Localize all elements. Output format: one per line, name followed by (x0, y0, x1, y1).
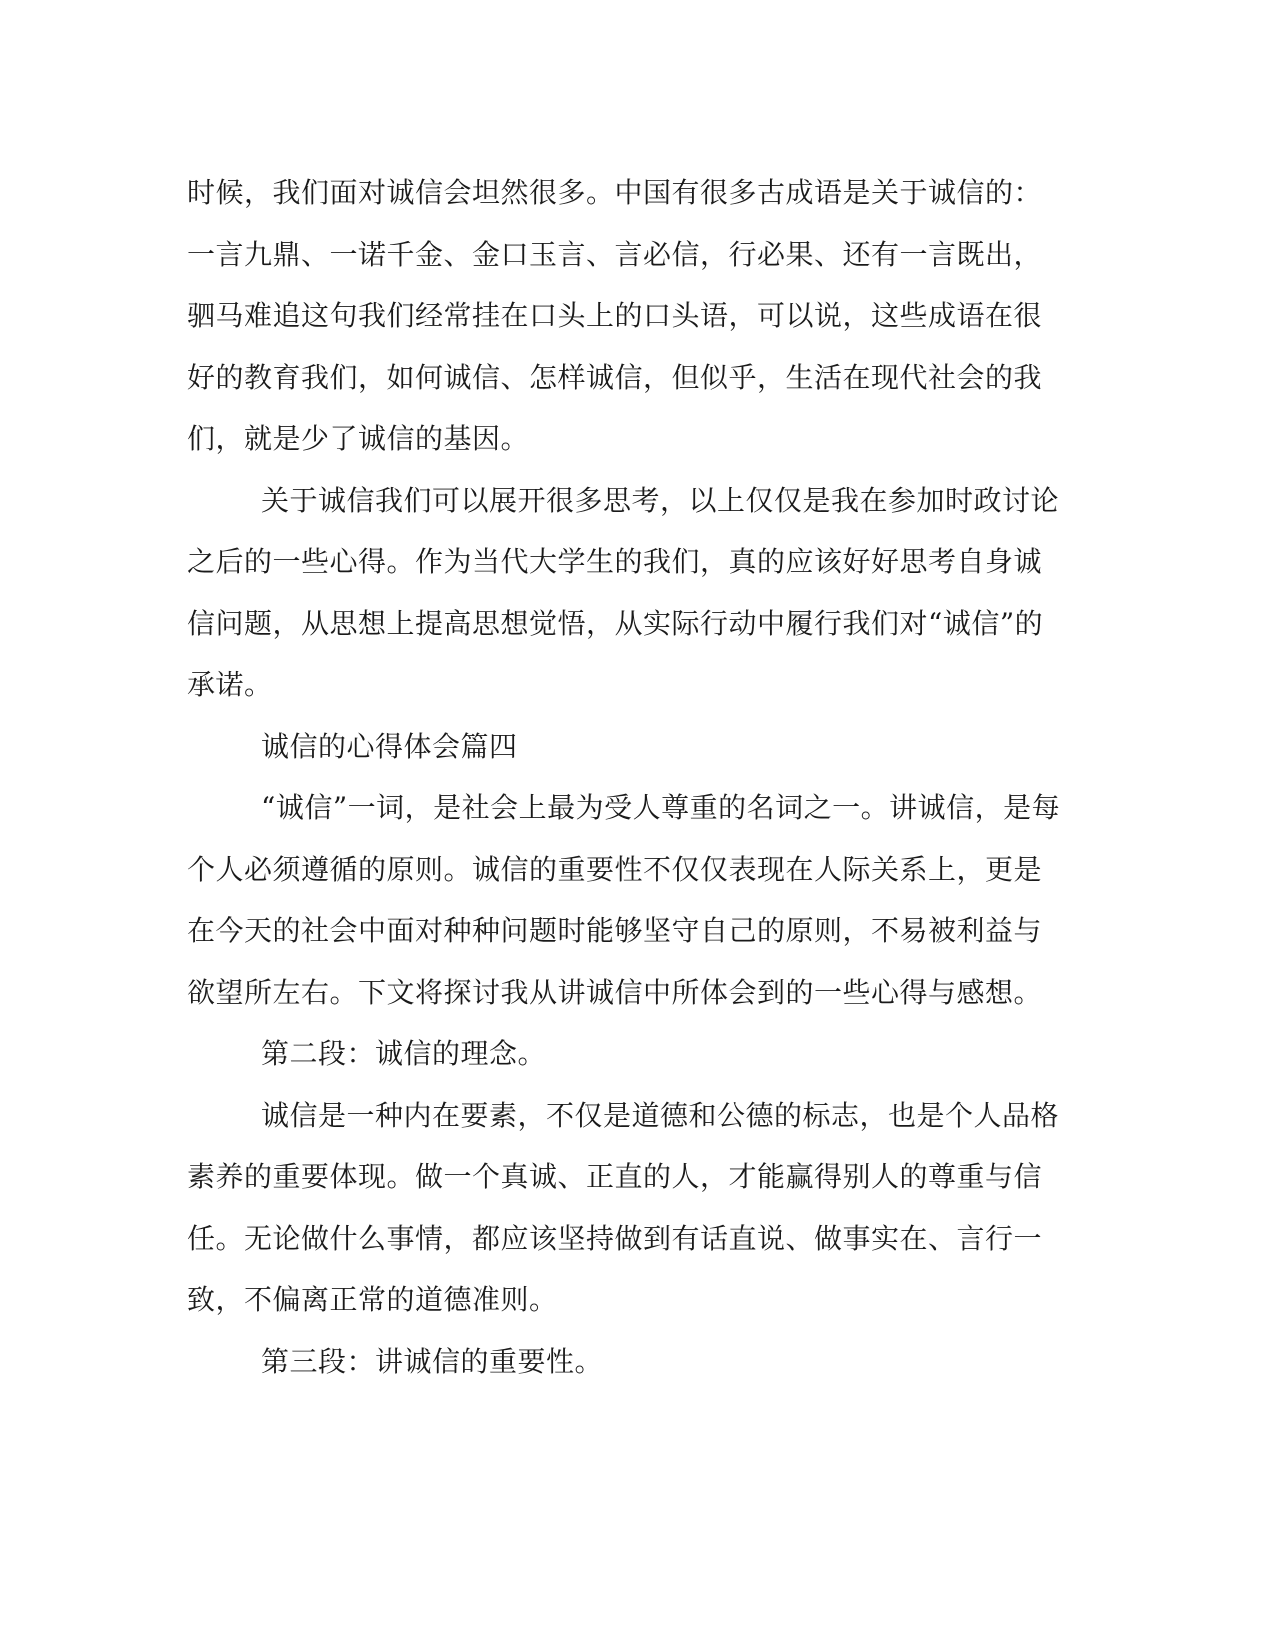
paragraph-line: 们，就是少了诚信的基因。 (187, 422, 530, 455)
paragraph-line: 承诺。 (187, 668, 273, 701)
paragraph-line: “诚信”一词，是社会上最为受人尊重的名词之一。讲诚信，是每 (261, 791, 1061, 824)
paragraph-line: 致，不偏离正常的道德准则。 (187, 1283, 558, 1316)
section-heading: 诚信的心得体会篇四 (261, 729, 518, 763)
paragraph-line: 之后的一些心得。作为当代大学生的我们，真的应该好好思考自身诚 (187, 545, 1043, 578)
paragraph-line: 一言九鼎、一诺千金、金口玉言、言必信，行必果、还有一言既出， (187, 237, 1043, 271)
paragraph-line: 素养的重要体现。做一个真诚、正直的人，才能赢得别人的尊重与信 (187, 1160, 1043, 1193)
paragraph-line: 诚信是一种内在要素，不仅是道德和公德的标志，也是个人品格 (261, 1098, 1060, 1132)
paragraph-line: 个人必须遵循的原则。诚信的重要性不仅仅表现在人际关系上，更是 (187, 852, 1043, 886)
paragraph-line: 欲望所左右。下文将探讨我从讲诚信中所体会到的一些心得与感想。 (187, 975, 1043, 1009)
paragraph-line: 在今天的社会中面对种种问题时能够坚守自己的原则，不易被利益与 (187, 914, 1043, 947)
paragraph-line: 信问题，从思想上提高思想觉悟，从实际行动中履行我们对“诚信”的 (187, 606, 1044, 640)
section-heading: 第三段：讲诚信的重要性。 (261, 1344, 604, 1378)
paragraph-line: 好的教育我们，如何诚信、怎样诚信，但似乎，生活在现代社会的我 (187, 360, 1043, 394)
paragraph-line: 任。无论做什么事情，都应该坚持做到有话直说、做事实在、言行一 (187, 1221, 1043, 1255)
paragraph-line: 关于诚信我们可以展开很多思考，以上仅仅是我在参加时政讨论 (261, 483, 1060, 517)
document-body (187, 162, 1077, 1392)
paragraph-line: 驷马难追这句我们经常挂在口头上的口头语，可以说，这些成语在很 (187, 299, 1043, 332)
section-heading: 第二段：诚信的理念。 (261, 1037, 547, 1070)
paragraph-line: 时候，我们面对诚信会坦然很多。中国有很多古成语是关于诚信的： (187, 176, 1043, 209)
